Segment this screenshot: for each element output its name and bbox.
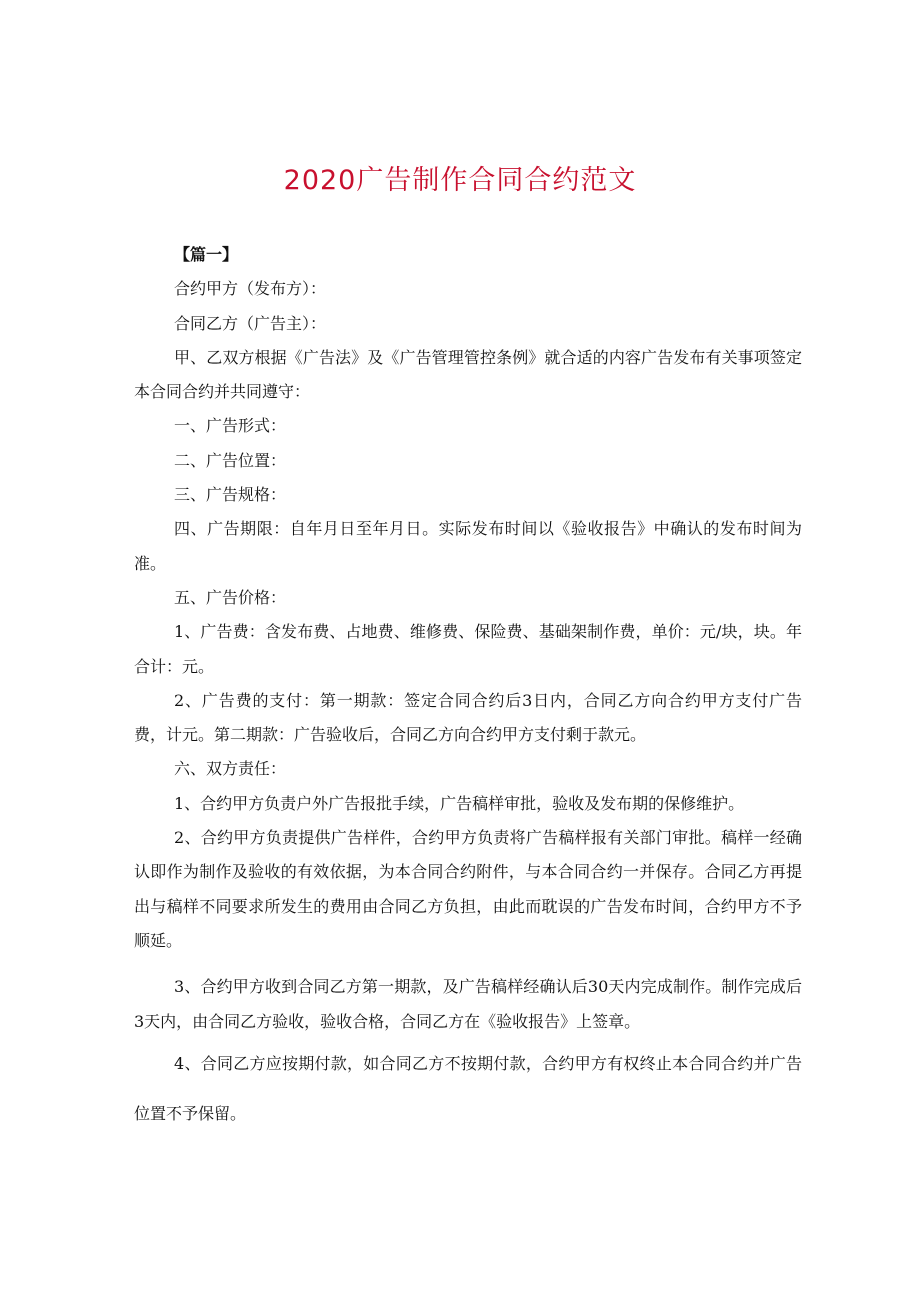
clause-ad-price: 五、广告价格： (174, 587, 287, 607)
responsibility-item-4: 4、合同乙方应按期付款，如合同乙方不按期付款，合约甲方有权终止本合同合约并广告位置不予保留。 (134, 1053, 802, 1123)
clause-price-payment: 2、广告费的支付：第一期款：签定合同合约后3日内，合同乙方向合约甲方支付广告费，计元。第二期款：广告验收后，合同乙方向合约甲方支付剩于款元。 (134, 690, 802, 745)
section-label: 【篇一】 (174, 245, 239, 264)
party-b-line: 合同乙方（广告主）： (174, 313, 327, 333)
document-body (134, 238, 802, 1139)
responsibility-item-1: 1、合约甲方负责户外广告报批手续，广告稿样审批，验收及发布期的保修维护。 (174, 793, 745, 813)
clause-ad-spec: 三、广告规格： (174, 485, 287, 505)
responsibility-item-2: 2、合约甲方负责提供广告样件，合约甲方负责将广告稿样报有关部门审批。稿样一经确认即作为制作及验收的有效依据，为本合同合约附件，与本合同合约一并保存。合同乙方再提出与稿样不同要求所发生的费用由合同乙方负担，由此而耽误的广告发布时间，合约甲方不予顺延。 (134, 828, 802, 950)
clause-ad-period: 四、广告期限：自年月日至年月日。实际发布时间以《验收报告》中确认的发布时间为准。 (134, 519, 802, 573)
preamble-paragraph: 甲、乙双方根据《广告法》及《广告管理管控条例》就合适的内容广告发布有关事项签定本合同合约并共同遵守： (134, 347, 802, 402)
clause-ad-form: 一、广告形式： (174, 416, 287, 436)
party-a-line: 合约甲方（发布方）： (174, 279, 327, 299)
clause-price-fee: 1、广告费：含发布费、占地费、维修费、保险费、基础架制作费，单价：元/块，块。年合计：元。 (134, 622, 802, 676)
clause-ad-location: 二、广告位置： (174, 450, 287, 470)
document-title: 2020广告制作合同合约范文 (283, 165, 637, 196)
responsibility-item-3: 3、合约甲方收到合同乙方第一期款，及广告稿样经确认后30天内完成制作。制作完成后3天内，由合同乙方验收，验收合格，合同乙方在《验收报告》上签章。 (134, 977, 802, 1031)
clause-responsibilities: 六、双方责任： (174, 759, 287, 779)
